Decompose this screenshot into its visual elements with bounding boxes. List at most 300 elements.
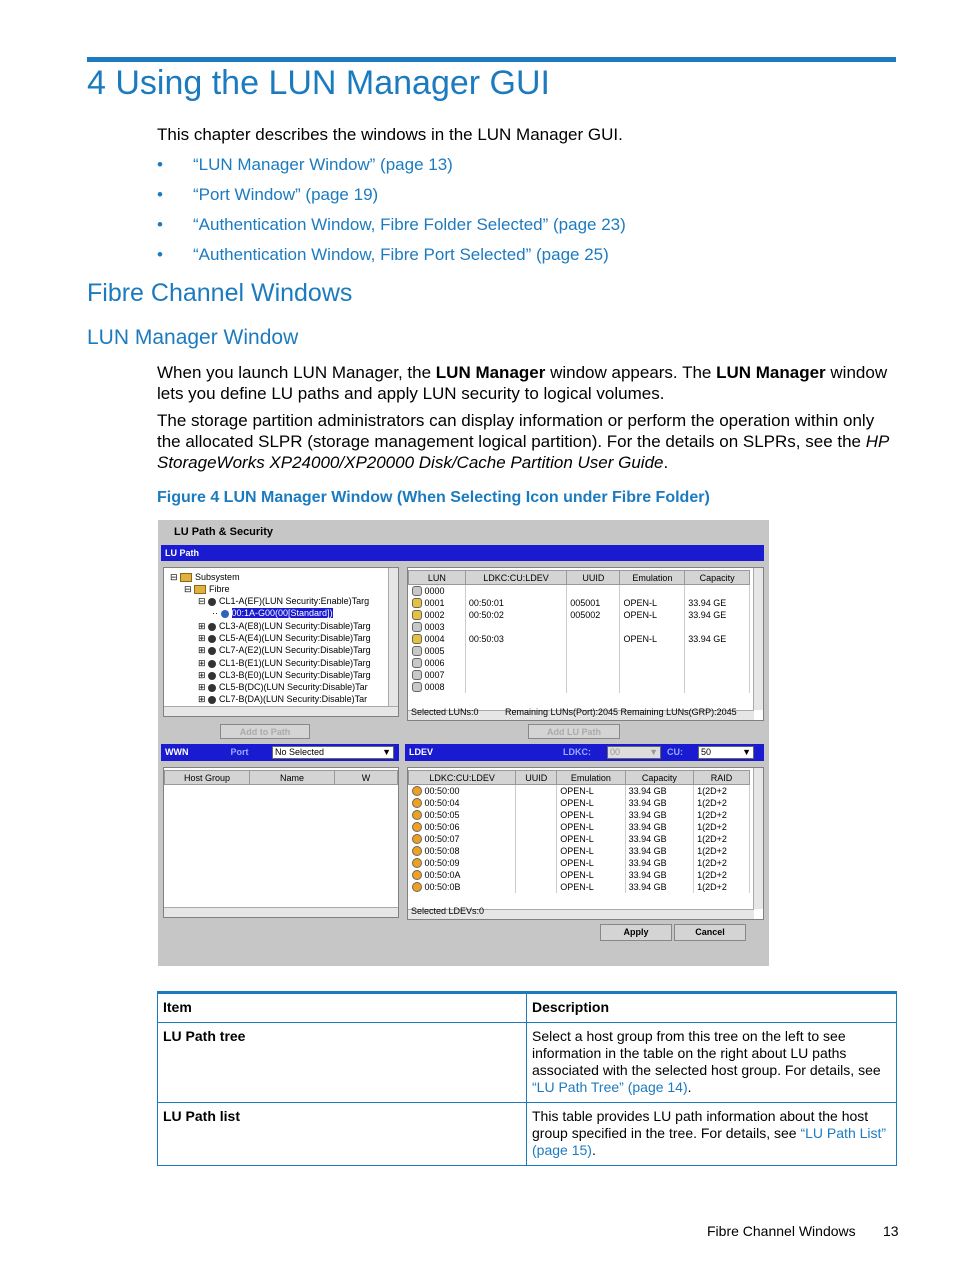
ldev-icon (412, 834, 422, 844)
volume-icon (412, 682, 422, 692)
table-cell (516, 797, 557, 809)
table-cell (620, 633, 685, 645)
page-number: 13 (883, 1223, 899, 1239)
tree-label: CL7-A(E2)(LUN Security:Disable)Targ (219, 645, 371, 655)
link-auth-folder[interactable]: “Authentication Window, Fibre Folder Selected” (page 23) (193, 215, 626, 234)
table-cell (557, 797, 625, 809)
cell-text: 0002 (424, 609, 445, 620)
table-cell (557, 785, 625, 798)
cell-text: 00:50:04 (424, 797, 460, 808)
cell-text: OPEN-L (623, 634, 657, 644)
table-cell (685, 681, 750, 693)
cell-text: 33.94 GE (688, 610, 727, 620)
cell-text: 0001 (424, 597, 445, 608)
bullet-icon: • (157, 245, 163, 264)
table-row[interactable] (409, 657, 750, 669)
folder-icon (180, 573, 192, 582)
text: window lets you define LU paths and apply LUN security to logical volumes. (157, 363, 888, 403)
port-icon (208, 647, 216, 655)
table-row[interactable] (409, 645, 750, 657)
table-row[interactable] (409, 681, 750, 693)
table-cell (625, 857, 693, 869)
table-cell (567, 657, 620, 669)
cell-text: 00:50:03 (468, 634, 504, 644)
tree-node-port[interactable]: ⊞ CL1-B(E1)(LUN Security:Disable)Targ (198, 658, 371, 668)
table-cell (685, 657, 750, 669)
section-title: Fibre Channel Windows (87, 279, 353, 307)
cell-text: 33.94 GE (688, 598, 727, 608)
lu-path-tree[interactable] (163, 567, 399, 717)
table-cell (409, 597, 466, 609)
link-lu-path-tree[interactable]: “LU Path Tree” (page 14) (532, 1079, 688, 1095)
ldev-icon (412, 822, 422, 832)
table-cell (557, 869, 625, 881)
table-cell (620, 645, 685, 657)
lun-manager-screenshot (158, 520, 769, 966)
cell-text: OPEN-L (560, 810, 594, 820)
table-cell (694, 809, 750, 821)
cell-text: OPEN-L (560, 798, 594, 808)
tree-scrollbar-v[interactable] (388, 568, 398, 707)
ldev-table (408, 770, 750, 893)
link-auth-port[interactable]: “Authentication Window, Fibre Port Selected” (page 25) (193, 245, 609, 264)
ldkc-select[interactable] (607, 746, 661, 759)
table-cell (409, 609, 466, 621)
table-cell (625, 785, 693, 798)
apply-button[interactable]: Apply (600, 924, 672, 941)
bullet-icon: • (157, 155, 163, 174)
table-cell (694, 857, 750, 869)
cell-text: 0006 (424, 657, 445, 668)
text: When you launch LUN Manager, the (157, 363, 436, 382)
table-row[interactable] (409, 597, 750, 609)
table-row[interactable] (409, 785, 750, 798)
tree-node-port[interactable]: ⊞ CL7-B(DA)(LUN Security:Disable)Tar (198, 694, 368, 704)
item-description-table (157, 991, 897, 1166)
tree-label: CL5-A(E4)(LUN Security:Disable)Targ (219, 633, 371, 643)
cell-text: 00:50:05 (424, 809, 460, 820)
table-row (158, 1023, 897, 1103)
link-port-window[interactable]: “Port Window” (page 19) (193, 185, 379, 204)
text: This table provides LU path information about the host group specified in the tree. For details, see (532, 1108, 869, 1141)
table-cell (567, 621, 620, 633)
cell-text: 33.94 GB (628, 882, 667, 892)
cell-text: OPEN-L (560, 882, 594, 892)
chapter-title: 4 Using the LUN Manager GUI (87, 64, 550, 102)
bold-text: LUN Manager (716, 363, 826, 382)
table-cell (625, 797, 693, 809)
table-cell (409, 833, 516, 845)
col-uuid[interactable]: UUID (567, 571, 620, 585)
table-cell (685, 585, 750, 598)
col-uuid[interactable]: UUID (516, 771, 557, 785)
table-cell (694, 869, 750, 881)
cell-text: 00:50:01 (468, 598, 504, 608)
table-row[interactable] (409, 845, 750, 857)
table-cell (567, 681, 620, 693)
table-cell (625, 809, 693, 821)
table-cell (557, 845, 625, 857)
col-ldev-id[interactable]: LDKC:CU:LDEV (409, 771, 516, 785)
cell-text: OPEN-L (623, 598, 657, 608)
chevron-down-icon: ▼ (742, 747, 751, 757)
cell-text: 1(2D+2 (697, 786, 727, 796)
table-cell (694, 785, 750, 798)
table-cell (685, 621, 750, 633)
link-lu-path-list[interactable]: “LU Path List” (page 15) (532, 1125, 887, 1158)
table-cell (465, 645, 566, 657)
tree-label: 00:1A-G00(00[Standard]) (231, 608, 333, 618)
port-label: Port (230, 747, 249, 757)
table-cell (620, 621, 685, 633)
ldev-scrollbar-v[interactable] (753, 768, 763, 909)
col-name[interactable]: Name (250, 771, 335, 785)
cell-text: OPEN-L (560, 858, 594, 868)
cell-text: 33.94 GB (628, 798, 667, 808)
cell-text: 33.94 GB (628, 858, 667, 868)
paragraph-slpr (157, 410, 897, 473)
table-cell (567, 609, 620, 621)
cell-text: 33.94 GB (628, 846, 667, 856)
cell-text: 005001 (570, 598, 601, 608)
cell-text: 33.94 GB (628, 834, 667, 844)
cell-text: 00:50:08 (424, 845, 460, 856)
cell-text: 0000 (424, 585, 445, 596)
table-cell (465, 633, 566, 645)
col-description-header: Description (527, 993, 897, 1023)
volume-icon (412, 634, 422, 644)
chevron-down-icon: ▼ (382, 747, 391, 757)
table-cell (516, 881, 557, 893)
table-row[interactable] (409, 809, 750, 821)
tree-label: CL3-A(E8)(LUN Security:Disable)Targ (219, 621, 371, 631)
table-cell (625, 821, 693, 833)
tree-node-port[interactable]: ⊟ CL1-A(EF)(LUN Security:Enable)Targ (198, 596, 370, 606)
text: Select a host group from this tree on the left to see information in the table on the right about LU paths associated with the selected host group. For details, see (532, 1028, 881, 1078)
port-icon (208, 684, 216, 692)
table-cell (516, 785, 557, 798)
table-cell (567, 645, 620, 657)
tree-label: Subsystem (195, 572, 240, 582)
table-row[interactable] (409, 585, 750, 598)
cell-text: 1(2D+2 (697, 810, 727, 820)
table-cell (694, 845, 750, 857)
table-cell (557, 821, 625, 833)
tree-label: CL5-B(DC)(LUN Security:Disable)Tar (219, 682, 368, 692)
cell-text: 1(2D+2 (697, 822, 727, 832)
cell-text: OPEN-L (560, 834, 594, 844)
tree-node-port[interactable]: ⊞ CL3-A(E8)(LUN Security:Disable)Targ (198, 621, 371, 631)
col-capacity[interactable]: Capacity (685, 571, 750, 585)
table-cell (620, 657, 685, 669)
table-cell (409, 645, 466, 657)
ldev-icon (412, 810, 422, 820)
table-cell (409, 785, 516, 798)
port-select[interactable] (272, 746, 394, 759)
volume-icon (412, 670, 422, 680)
table-cell (557, 833, 625, 845)
tree-node-port[interactable]: ⊞ CL5-A(E4)(LUN Security:Disable)Targ (198, 633, 371, 643)
port-value: No Selected (275, 747, 325, 757)
cell-text: 00:50:02 (468, 610, 504, 620)
port-icon (208, 660, 216, 668)
table-cell (409, 821, 516, 833)
lu-path-list[interactable] (407, 567, 764, 721)
table-cell (685, 645, 750, 657)
table-cell (557, 881, 625, 893)
host-group-table (164, 770, 398, 785)
lun-status-remaining: Remaining LUNs(Port):2045 Remaining LUNs(GRP):2045 (505, 707, 737, 717)
ldkc-label: LDKC: (563, 747, 592, 757)
table-cell (409, 681, 466, 693)
cell-text: 33.94 GB (628, 810, 667, 820)
tree-scrollbar-h[interactable] (164, 706, 398, 716)
subsection-title: LUN Manager Window (87, 326, 299, 349)
col-emulation[interactable]: Emulation (557, 771, 625, 785)
window-title: LU Path & Security (174, 526, 274, 538)
table-cell (557, 857, 625, 869)
table-cell (409, 881, 516, 893)
ldev-list[interactable] (407, 767, 764, 920)
table-cell (557, 809, 625, 821)
table-cell (620, 669, 685, 681)
bullet-icon: • (157, 215, 163, 234)
ldkc-value: 00 (610, 747, 621, 757)
table-cell (694, 833, 750, 845)
volume-icon (412, 658, 422, 668)
table-cell (465, 585, 566, 598)
col-ldev[interactable]: LDKC:CU:LDEV (465, 571, 566, 585)
ldev-status: Selected LDEVs:0 (411, 906, 485, 916)
text: . (663, 453, 669, 472)
table-row[interactable] (409, 833, 750, 845)
port-icon (208, 623, 216, 631)
table-cell (516, 869, 557, 881)
cell-text: 00:50:0A (424, 869, 461, 880)
port-icon (208, 598, 216, 606)
host-group-list[interactable] (163, 767, 399, 918)
table-cell (625, 869, 693, 881)
cell-text: OPEN-L (560, 822, 594, 832)
tree-node-host-group[interactable]: ·· 00:1A-G00(00[Standard]) (212, 608, 333, 618)
cell-text: OPEN-L (560, 786, 594, 796)
cell-text: 00:50:06 (424, 821, 460, 832)
table-cell (694, 881, 750, 893)
col-host-group[interactable]: Host Group (165, 771, 250, 785)
folder-icon (194, 585, 206, 594)
table-row[interactable] (409, 821, 750, 833)
cell-text: 1(2D+2 (697, 798, 727, 808)
table-cell (567, 597, 620, 609)
table-cell (567, 669, 620, 681)
cell-text: 0007 (424, 669, 445, 680)
link-lun-manager-window[interactable]: “LUN Manager Window” (page 13) (193, 155, 453, 174)
paragraph-launch (157, 362, 897, 404)
table-cell (516, 857, 557, 869)
cell-text: 1(2D+2 (697, 846, 727, 856)
col-emulation[interactable]: Emulation (620, 571, 685, 585)
table-cell (620, 585, 685, 598)
col-lun[interactable]: LUN (409, 571, 466, 585)
table-cell (685, 597, 750, 609)
table-cell (567, 633, 620, 645)
host-scrollbar-h[interactable] (164, 907, 398, 917)
table-row (158, 1103, 897, 1166)
table-cell (620, 597, 685, 609)
tree-node-port[interactable]: ⊞ CL7-A(E2)(LUN Security:Disable)Targ (198, 645, 371, 655)
lu-path-bar: LU Path (161, 545, 764, 561)
cell-text: 1(2D+2 (697, 870, 727, 880)
ldev-label: LDEV (409, 747, 434, 757)
table-cell (409, 809, 516, 821)
tree-label: CL1-A(EF)(LUN Security:Enable)Targ (219, 596, 370, 606)
table-cell (694, 821, 750, 833)
table-row[interactable] (409, 869, 750, 881)
add-path-button[interactable]: Add to Path (220, 724, 310, 739)
table-row[interactable] (409, 621, 750, 633)
table-cell (409, 797, 516, 809)
cell-text: 33.94 GB (628, 786, 667, 796)
col-capacity[interactable]: Capacity (625, 771, 693, 785)
table-row[interactable] (409, 609, 750, 621)
cell-text: 00:50:0B (424, 881, 461, 892)
bullet-icon: • (157, 185, 163, 204)
cell-text: 33.94 GB (628, 822, 667, 832)
text: . (687, 1079, 692, 1095)
table-cell (465, 681, 566, 693)
port-icon (208, 696, 216, 704)
table-cell (567, 585, 620, 598)
tree-label: Fibre (209, 584, 230, 594)
table-cell (465, 609, 566, 621)
cell-text: 33.94 GB (628, 870, 667, 880)
volume-icon (412, 610, 422, 620)
table-cell (465, 657, 566, 669)
cancel-button[interactable]: Cancel (674, 924, 746, 941)
table-row[interactable] (409, 857, 750, 869)
cell-text: 00:50:07 (424, 833, 460, 844)
cell-text: OPEN-L (560, 870, 594, 880)
item-cell: LU Path tree (158, 1023, 527, 1103)
cell-text: 1(2D+2 (697, 834, 727, 844)
cu-select[interactable] (698, 746, 754, 759)
lun-table (408, 570, 750, 693)
cell-text: 00:50:00 (424, 785, 460, 796)
table-cell (694, 797, 750, 809)
table-cell (409, 585, 466, 598)
table-row[interactable] (409, 633, 750, 645)
chevron-down-icon: ▼ (649, 747, 658, 757)
cu-value: 50 (701, 747, 712, 757)
table-cell (409, 669, 466, 681)
col-wwn[interactable]: W (335, 771, 398, 785)
footer-section: Fibre Channel Windows (707, 1223, 856, 1239)
table-cell (409, 633, 466, 645)
list-item (157, 213, 626, 243)
table-cell (409, 845, 516, 857)
port-icon (208, 635, 216, 643)
ldev-icon (412, 786, 422, 796)
volume-icon (412, 646, 422, 656)
table-cell (685, 609, 750, 621)
table-cell (625, 833, 693, 845)
table-cell (409, 657, 466, 669)
text: . (591, 1142, 596, 1158)
cu-label: CU: (667, 747, 684, 757)
ldev-icon (412, 798, 422, 808)
table-cell (516, 833, 557, 845)
tree-label: CL7-B(DA)(LUN Security:Disable)Tar (219, 694, 368, 704)
volume-icon (412, 622, 422, 632)
text: window appears. The (545, 363, 717, 382)
table-cell (685, 669, 750, 681)
tree-node-fibre[interactable]: ⊟ Fibre (184, 584, 230, 594)
description-cell (527, 1023, 897, 1103)
add-lu-path-button[interactable]: Add LU Path (528, 724, 620, 739)
intro-text: This chapter describes the windows in the LUN Manager GUI. (157, 125, 623, 144)
col-raid[interactable]: RAID (694, 771, 750, 785)
table-cell (516, 845, 557, 857)
figure-caption: Figure 4 LUN Manager Window (When Selecting Icon under Fibre Folder) (157, 489, 710, 506)
table-cell (409, 857, 516, 869)
tree-label: CL3-B(E0)(LUN Security:Disable)Targ (219, 670, 371, 680)
cell-text: 0008 (424, 681, 445, 692)
table-cell (625, 845, 693, 857)
lun-scrollbar-v[interactable] (753, 568, 763, 710)
table-row[interactable] (409, 797, 750, 809)
item-cell: LU Path list (158, 1103, 527, 1166)
cell-text: 1(2D+2 (697, 858, 727, 868)
table-cell (516, 809, 557, 821)
ldev-icon (412, 846, 422, 856)
description-cell (527, 1103, 897, 1166)
table-cell (465, 669, 566, 681)
chapter-rule (87, 57, 896, 62)
table-cell (409, 621, 466, 633)
cell-text: 005002 (570, 610, 601, 620)
cell-text: 1(2D+2 (697, 882, 727, 892)
tree-node-port[interactable]: ⊞ CL3-B(E0)(LUN Security:Disable)Targ (198, 670, 371, 680)
ldev-icon (412, 858, 422, 868)
table-cell (625, 881, 693, 893)
table-row[interactable] (409, 669, 750, 681)
cell-text: OPEN-L (623, 610, 657, 620)
ldev-icon (412, 870, 422, 880)
list-item (157, 243, 626, 273)
col-item-header: Item (158, 993, 527, 1023)
host-group-icon (221, 610, 229, 618)
table-cell (685, 633, 750, 645)
table-cell (409, 869, 516, 881)
wwn-label: WWN (165, 747, 189, 757)
volume-icon (412, 598, 422, 608)
cell-text: 0004 (424, 633, 445, 644)
table-row[interactable] (409, 881, 750, 893)
chapter-links (157, 153, 626, 273)
tree-node-subsystem[interactable]: ⊟ Subsystem (170, 572, 240, 582)
ldev-icon (412, 882, 422, 892)
table-cell (465, 597, 566, 609)
tree-label: CL1-B(E1)(LUN Security:Disable)Targ (219, 658, 371, 668)
list-item (157, 183, 626, 213)
table-cell (516, 821, 557, 833)
port-icon (208, 672, 216, 680)
tree-node-port[interactable]: ⊞ CL5-B(DC)(LUN Security:Disable)Tar (198, 682, 368, 692)
cell-text: 0005 (424, 645, 445, 656)
table-cell (620, 609, 685, 621)
table-cell (620, 681, 685, 693)
cell-text: 0003 (424, 621, 445, 632)
